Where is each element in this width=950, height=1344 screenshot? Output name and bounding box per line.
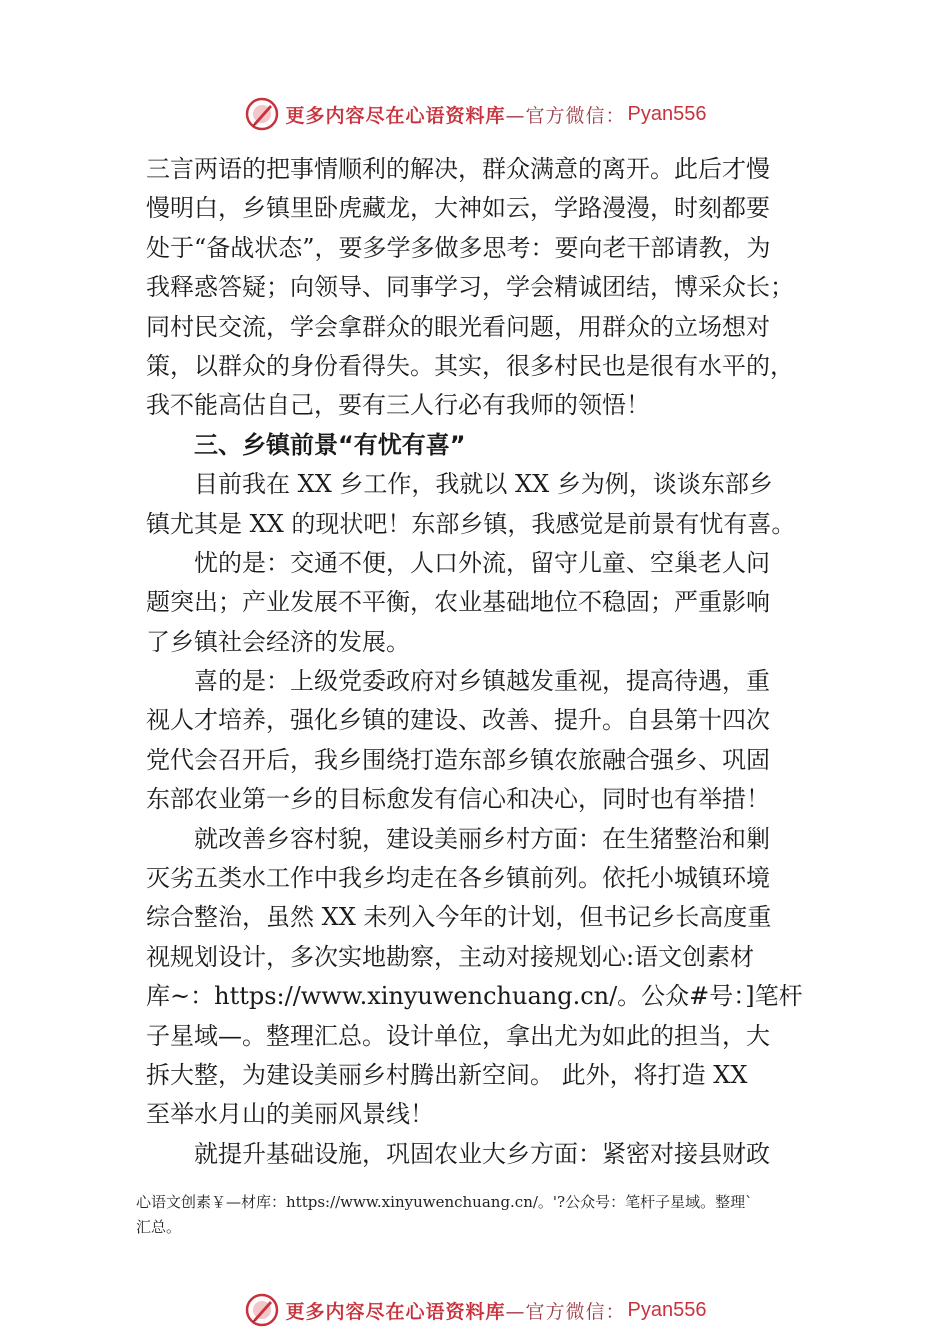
body-line: 视人才培养，强化乡镇的建设、改善、提升。自县第十四次 <box>146 706 770 735</box>
document-body <box>146 150 818 1174</box>
body-line: 同村民交流，学会拿群众的眼光看问题，用群众的立场想对 <box>146 312 770 341</box>
body-line: 我释惑答疑；向领导、同事学习，学会精诚团结，博采众长； <box>146 273 794 302</box>
banner-wechat-id: Pyan556 <box>627 102 707 125</box>
banner-wechat-id: Pyan556 <box>627 1298 707 1321</box>
body-line: 视规划设计，多次实地勘察，主动对接规划心:语文创素材 <box>146 942 755 971</box>
body-line: 三言两语的把事情顺利的解决，群众满意的离开。此后才慢 <box>146 155 770 183</box>
body-line: 了乡镇社会经济的发展。 <box>146 627 410 656</box>
body-line: 就提升基础设施，巩固农业大乡方面：紧密对接县财政 <box>146 1139 770 1168</box>
body-line: 题突出；产业发展不平衡，农业基础地位不稳固；严重影响 <box>146 588 770 617</box>
body-line: 就改善乡容村貌，建设美丽乡村方面：在生猪整治和剿 <box>146 824 770 853</box>
footer-banner <box>0 1290 950 1330</box>
banner-separator: —官方微信： <box>505 104 626 127</box>
footnote-line: 汇总。 <box>136 1218 182 1236</box>
section-heading: 三、乡镇前景“有忧有喜” <box>194 430 466 459</box>
body-line: 至举水月山的美丽风景线！ <box>146 1100 434 1129</box>
body-line: 忧的是：交通不便，人口外流，留守儿童、空巢老人问 <box>146 548 770 577</box>
body-line: 党代会召开后，我乡围绕打造东部乡镇农旅融合强乡、巩固 <box>146 745 770 774</box>
banner-separator: —官方微信： <box>505 1300 626 1323</box>
pen-logo-icon <box>244 96 280 132</box>
body-line: 子星域—。整理汇总。设计单位，拿出尤为如此的担当，大 <box>146 1021 770 1050</box>
body-line: 东部农业第一乡的目标愈发有信心和决心，同时也有举措！ <box>146 785 770 814</box>
footnote <box>136 1190 826 1240</box>
body-line: 我不能高估自己，要有三人行必有我师的领悟！ <box>146 391 650 420</box>
body-line: 库~：https://www.xinyuwenchuang.cn/。公众#号：]笔杆 <box>146 982 803 1011</box>
body-line: 策，以群众的身份看得失。其实，很多村民也是很有水平的， <box>146 351 794 380</box>
body-line: 综合整治，虽然 XX 未列入今年的计划，但书记乡长高度重 <box>146 903 772 932</box>
body-line: 慢明白，乡镇里卧虎藏龙，大神如云，学路漫漫，时刻都要 <box>146 194 770 223</box>
body-line: 处于“备战状态”，要多学多做多思考：要向老干部请教，为 <box>146 233 771 262</box>
body-line: 镇尤其是 XX 的现状吧！东部乡镇，我感觉是前景有忧有喜。 <box>146 509 796 538</box>
body-line: 目前我在 XX 乡工作，我就以 XX 乡为例，谈谈东部乡 <box>146 470 773 499</box>
body-line: 喜的是：上级党委政府对乡镇越发重视，提高待遇，重 <box>146 667 770 696</box>
footnote-line: 心语文创素￥—材库：https://www.xinyuwenchuang.cn/。'?公众号：笔杆子星域。整理` <box>136 1193 753 1211</box>
body-line: 灭劣五类水工作中我乡均走在各乡镇前列。依托小城镇环境 <box>146 864 770 893</box>
banner-title: 更多内容尽在心语资料库 <box>285 1300 506 1323</box>
banner-title: 更多内容尽在心语资料库 <box>285 104 506 127</box>
body-line: 拆大整，为建设美丽乡村腾出新空间。 此外，将打造 XX <box>146 1060 748 1089</box>
pen-logo-icon <box>244 1292 280 1328</box>
header-banner <box>0 94 950 134</box>
